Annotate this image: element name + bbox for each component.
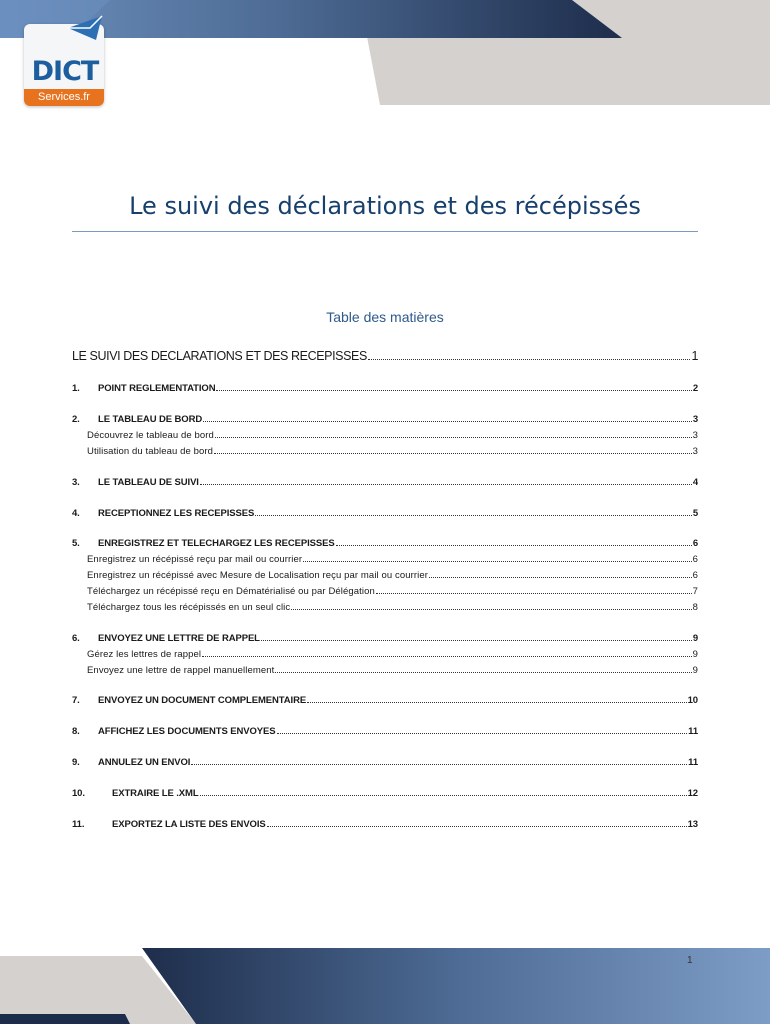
toc-entry-text: ANNULEZ UN ENVOI <box>98 757 191 768</box>
toc-entry-page: 2 <box>692 383 698 394</box>
toc-entry-number: 2. <box>72 414 80 425</box>
toc-subentry[interactable] <box>72 665 698 676</box>
toc-subentry[interactable] <box>72 602 698 613</box>
toc-leader-dots <box>216 390 691 391</box>
toc-entry[interactable] <box>72 383 698 394</box>
toc-entry-number: 8. <box>72 726 80 737</box>
toc-leader-dots <box>376 593 692 594</box>
toc-entry-page: 3 <box>692 430 698 441</box>
toc-leader-dots <box>275 672 691 673</box>
toc-entry-number: 11. <box>72 819 85 830</box>
envelope-icon <box>66 14 106 42</box>
toc-entry-text: Enregistrez un récépissé avec Mesure de Localisation reçu par mail ou courrier <box>87 570 428 581</box>
toc-leader-dots <box>202 656 691 657</box>
toc-entry-text: Gérez les lettres de rappel <box>87 649 202 660</box>
toc-entry-page: 6 <box>692 554 698 565</box>
toc-entry-number: 7. <box>72 695 80 706</box>
toc-entry-page: 9 <box>692 633 698 644</box>
toc-entry[interactable] <box>72 633 698 644</box>
toc-subentry[interactable] <box>72 446 698 457</box>
toc-entry[interactable] <box>72 695 698 706</box>
toc-leader-dots <box>191 764 687 765</box>
toc-entry-text: AFFICHEZ LES DOCUMENTS ENVOYES <box>98 726 276 737</box>
toc-leader-dots <box>429 577 692 578</box>
toc-leader-dots <box>368 359 691 360</box>
toc-entry-page: 8 <box>692 602 698 613</box>
toc-entry-number: 5. <box>72 538 80 549</box>
toc-entry[interactable] <box>72 819 698 830</box>
toc-entry-text: POINT REGLEMENTATION <box>98 383 216 394</box>
toc-subentry[interactable] <box>72 649 698 660</box>
title-underline <box>72 231 698 232</box>
toc-entry-page: 7 <box>692 586 698 597</box>
toc-entry[interactable] <box>72 414 698 425</box>
toc-subentry[interactable] <box>72 586 698 597</box>
toc-entry-text: ENVOYEZ UN DOCUMENT COMPLEMENTAIRE <box>98 695 307 706</box>
toc-entry-page: 3 <box>692 414 698 425</box>
toc-leader-dots <box>267 826 687 827</box>
toc-leader-dots <box>255 515 692 516</box>
header-band <box>0 0 770 105</box>
toc-entry-text: RECEPTIONNEZ LES RECEPISSES <box>98 508 255 519</box>
toc-entry[interactable] <box>72 538 698 549</box>
toc-entry-text: EXTRAIRE LE .XML <box>112 788 199 799</box>
toc-entry-page: 10 <box>687 695 698 706</box>
toc-entry-number: 1. <box>72 383 80 394</box>
toc-leader-dots <box>261 640 692 641</box>
toc-heading: Table des matières <box>326 309 444 325</box>
toc-entry[interactable] <box>72 477 698 488</box>
document-title: Le suivi des déclarations et des récépissés <box>129 192 641 220</box>
toc-entry-page: 6 <box>692 538 698 549</box>
toc-entry-text: LE TABLEAU DE SUIVI <box>98 477 199 488</box>
toc-subentry[interactable] <box>72 570 698 581</box>
page-number: 1 <box>687 955 693 966</box>
toc-entry-page: 9 <box>692 665 698 676</box>
toc-entry-page: 12 <box>687 788 698 799</box>
toc-entry-page: 11 <box>688 726 698 737</box>
toc-entry-number: 10. <box>72 788 85 799</box>
toc-entry-number: 9. <box>72 757 80 768</box>
toc-entry-text: Envoyez une lettre de rappel manuellement <box>87 665 275 676</box>
toc-entry-page: 5 <box>692 508 698 519</box>
toc-entry-page: 1 <box>691 349 698 363</box>
toc-entry-page: 9 <box>692 649 698 660</box>
toc-leader-dots <box>303 561 691 562</box>
toc-entry-number: 6. <box>72 633 80 644</box>
toc-entry-page: 6 <box>692 570 698 581</box>
toc-entry-page: 4 <box>692 477 698 488</box>
toc-leader-dots <box>214 453 692 454</box>
toc-entry-text: ENREGISTREZ ET TELECHARGEZ LES RECEPISSES <box>98 538 335 549</box>
toc-entry-text: Téléchargez un récépissé reçu en Dématérialisé ou par Délégation <box>87 586 375 597</box>
toc-subentry[interactable] <box>72 430 698 441</box>
toc-leader-dots <box>336 545 692 546</box>
toc-leader-dots <box>291 609 691 610</box>
toc-leader-dots <box>203 421 692 422</box>
toc-entry-page: 11 <box>688 757 698 768</box>
toc-entry-text: Utilisation du tableau de bord <box>87 446 214 457</box>
toc-entry-text: Téléchargez tous les récépissés en un seul clic <box>87 602 291 613</box>
toc-entry-page: 3 <box>692 446 698 457</box>
toc-subentry[interactable] <box>72 554 698 565</box>
toc-entry-number: 3. <box>72 477 80 488</box>
toc-entry[interactable] <box>72 726 698 737</box>
toc-leader-dots <box>200 795 687 796</box>
toc-leader-dots <box>307 702 687 703</box>
dict-logo <box>24 20 106 110</box>
toc-entry-text: EXPORTEZ LA LISTE DES ENVOIS <box>112 819 266 830</box>
toc-entry-text: LE SUIVI DES DECLARATIONS ET DES RECEPISSES <box>72 349 367 363</box>
toc-entry[interactable] <box>72 349 698 363</box>
toc-entry-text: LE TABLEAU DE BORD <box>98 414 203 425</box>
toc-entry-text: Découvrez le tableau de bord <box>87 430 214 441</box>
toc-entry[interactable] <box>72 788 698 799</box>
toc-entry-text: Enregistrez un récépissé reçu par mail ou courrier <box>87 554 303 565</box>
toc-entry[interactable] <box>72 757 698 768</box>
toc-entry-page: 13 <box>687 819 698 830</box>
logo-text: DICT <box>31 56 99 87</box>
toc-leader-dots <box>215 437 692 438</box>
footer-band <box>0 940 770 1024</box>
toc-entry-number: 4. <box>72 508 80 519</box>
toc-entry[interactable] <box>72 508 698 519</box>
toc-leader-dots <box>277 733 688 734</box>
logo-subtext: Services.fr <box>24 89 104 106</box>
toc-entry-text: ENVOYEZ UNE LETTRE DE RAPPEL <box>98 633 260 644</box>
toc-leader-dots <box>200 484 692 485</box>
